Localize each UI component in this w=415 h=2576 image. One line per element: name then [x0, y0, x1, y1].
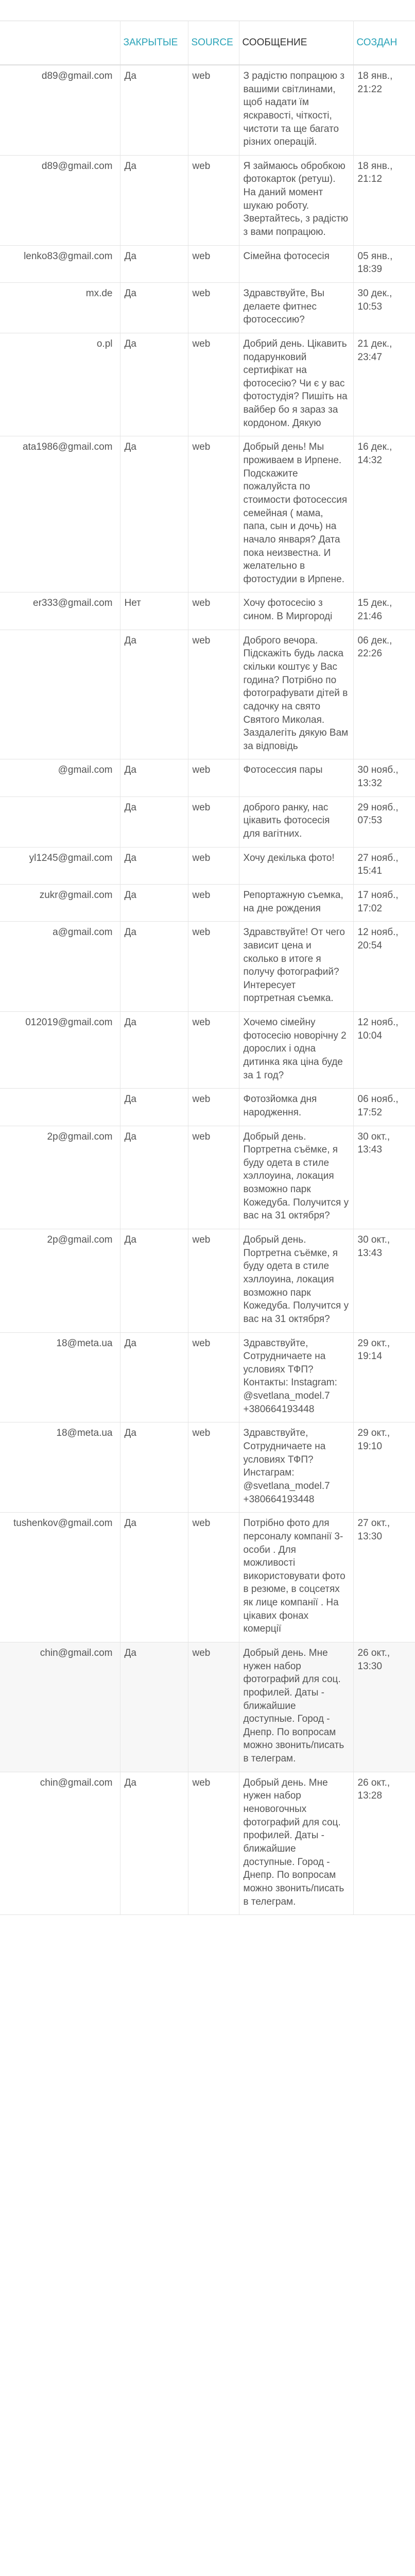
cell-message — [239, 65, 353, 155]
cell-source-text: web — [192, 852, 211, 863]
cell-email-text: zukr@gmail.com — [39, 889, 113, 901]
cell-message-text: Потрібно фото для персоналу компанії 3- особи . Для можливості використовувати фото в резюме, в соцсетях як лице компанії . На цікавих фонах комерції — [243, 1518, 345, 1635]
cell-source — [188, 592, 239, 630]
cell-source-text: web — [192, 598, 211, 609]
cell-email — [0, 1089, 120, 1126]
cell-email-text: 18@meta.ua — [56, 1428, 113, 1439]
cell-created-text: 29 нояб., 07:53 — [357, 802, 399, 826]
table-row[interactable] — [0, 1513, 415, 1642]
cell-email-text: o.pl — [96, 338, 113, 349]
cell-source-text: web — [192, 889, 211, 901]
cell-source-text: web — [192, 765, 211, 776]
cell-closed — [120, 1126, 188, 1229]
table-row[interactable] — [0, 630, 415, 759]
cell-closed — [120, 1513, 188, 1642]
cell-source-text: web — [192, 635, 211, 646]
cell-closed-text: Да — [124, 1647, 136, 1658]
cell-closed — [120, 155, 188, 245]
cell-source — [188, 155, 239, 245]
cell-created-text: 12 нояб., 10:04 — [357, 1017, 399, 1041]
cell-created — [353, 1772, 415, 1914]
cell-email — [0, 1772, 120, 1914]
cell-message — [239, 1126, 353, 1229]
table-row[interactable] — [0, 1229, 415, 1332]
cell-email — [0, 630, 120, 759]
cell-message — [239, 884, 353, 921]
cell-message — [239, 155, 353, 245]
cell-source — [188, 1422, 239, 1513]
cell-email-text: a@gmail.com — [53, 927, 113, 938]
cell-closed — [120, 847, 188, 884]
cell-closed — [120, 333, 188, 436]
cell-created — [353, 282, 415, 333]
cell-created — [353, 65, 415, 155]
column-header-closed[interactable]: ЗАКРЫТЫЕ — [120, 21, 188, 65]
cell-source — [188, 1089, 239, 1126]
cell-email-text: d89@gmail.com — [41, 71, 113, 81]
cell-message-text: доброго ранку, нас цікавить фотосесія для вагітних. — [243, 802, 330, 840]
table-header-row — [0, 21, 415, 65]
cell-created — [353, 1513, 415, 1642]
table-row[interactable] — [0, 592, 415, 630]
cell-email — [0, 1126, 120, 1229]
cell-message — [239, 1772, 353, 1914]
cell-created-text: 18 янв., 21:12 — [357, 160, 393, 185]
table-row[interactable] — [0, 65, 415, 155]
cell-closed — [120, 65, 188, 155]
cell-closed-text: Да — [124, 160, 136, 172]
leads-table — [0, 21, 415, 1915]
cell-source-text: web — [192, 1518, 211, 1529]
cell-created-text: 06 нояб., 17:52 — [357, 1094, 399, 1118]
cell-message-text: Здравствуйте, Вы делаете фитнес фотосессию? — [243, 287, 325, 326]
cell-email — [0, 847, 120, 884]
cell-closed-text: Да — [124, 1131, 136, 1142]
cell-created — [353, 884, 415, 921]
cell-closed — [120, 282, 188, 333]
cell-closed — [120, 1642, 188, 1772]
cell-closed — [120, 436, 188, 592]
cell-source-text: web — [192, 927, 211, 938]
table-row[interactable] — [0, 282, 415, 333]
cell-email — [0, 65, 120, 155]
cell-message-text: Фотозйомка дня народження. — [243, 1094, 317, 1118]
cell-source-text: web — [192, 160, 211, 172]
cell-message-text: Здравствуйте! От чего зависит цена и сколько в итоге я получу фотографий? Интересует портретная съемка. — [243, 927, 345, 1004]
cell-message — [239, 796, 353, 847]
table-row[interactable] — [0, 155, 415, 245]
cell-source-text: web — [192, 1017, 211, 1028]
cell-closed — [120, 922, 188, 1012]
cell-closed-text: Да — [124, 1094, 136, 1105]
cell-closed-text: Нет — [124, 598, 141, 609]
cell-closed-text: Да — [124, 635, 136, 646]
cell-source — [188, 333, 239, 436]
cell-message — [239, 282, 353, 333]
cell-email-text: 012019@gmail.com — [25, 1017, 113, 1028]
table-row[interactable] — [0, 796, 415, 847]
cell-created-text: 05 янв., 18:39 — [357, 250, 393, 275]
cell-created — [353, 796, 415, 847]
cell-email — [0, 592, 120, 630]
cell-closed — [120, 1229, 188, 1332]
cell-created-text: 29 окт., 19:14 — [357, 1337, 390, 1362]
cell-message — [239, 1012, 353, 1089]
cell-closed-text: Да — [124, 1777, 136, 1788]
cell-created-text: 21 дек., 23:47 — [357, 338, 392, 363]
cell-source-text: web — [192, 1777, 211, 1788]
cell-message — [239, 759, 353, 796]
cell-source-text: web — [192, 802, 211, 813]
cell-created — [353, 436, 415, 592]
table-row[interactable] — [0, 1332, 415, 1422]
cell-email — [0, 1229, 120, 1332]
cell-closed — [120, 1772, 188, 1914]
cell-source — [188, 1772, 239, 1914]
cell-message-text: Здравствуйте, Сотрудничаете на условиях ТФП? Контакты: Instagram: @svetlana_model.7 +380664193448 — [243, 1337, 337, 1415]
cell-closed — [120, 884, 188, 921]
cell-message-text: Доброго вечора. Підскажіть будь ласка скільки коштує у Вас година? Потрібно по фотографувати дітей в садочку на свято Святого Миколая. Заздалегіть дякую Вам за відповідь — [243, 635, 349, 752]
cell-closed-text: Да — [124, 765, 136, 776]
cell-email — [0, 1012, 120, 1089]
cell-created-text: 16 дек., 14:32 — [357, 442, 392, 466]
cell-source-text: web — [192, 442, 211, 453]
table-row[interactable] — [0, 1012, 415, 1089]
column-header-email[interactable] — [0, 21, 120, 65]
table-row[interactable] — [0, 759, 415, 796]
cell-email — [0, 333, 120, 436]
cell-email-text: @gmail.com — [58, 765, 113, 776]
cell-created — [353, 1642, 415, 1772]
cell-email — [0, 155, 120, 245]
cell-email-text: d89@gmail.com — [41, 160, 113, 172]
table-row[interactable] — [0, 245, 415, 282]
cell-created-text: 27 окт., 13:30 — [357, 1518, 390, 1542]
cell-message — [239, 922, 353, 1012]
cell-source-text: web — [192, 250, 211, 262]
cell-closed — [120, 592, 188, 630]
cell-email — [0, 796, 120, 847]
cell-closed-text: Да — [124, 442, 136, 453]
table-row[interactable] — [0, 847, 415, 884]
column-header-source[interactable]: SOURCE — [188, 21, 239, 65]
cell-source-text: web — [192, 287, 211, 299]
cell-message-text: Хочемо сімейну фотосесію новорічну 2 дорослих і одна дитинка яка ціна буде за 1 год? — [243, 1017, 347, 1081]
cell-closed-text: Да — [124, 287, 136, 299]
cell-email — [0, 1332, 120, 1422]
cell-source-text: web — [192, 1337, 211, 1349]
cell-created — [353, 592, 415, 630]
cell-created-text: 30 дек., 10:53 — [357, 287, 392, 312]
cell-email — [0, 922, 120, 1012]
cell-message-text: Сімейна фотосесія — [243, 250, 330, 262]
cell-message — [239, 1089, 353, 1126]
cell-created — [353, 630, 415, 759]
cell-source — [188, 1229, 239, 1332]
cell-source-text: web — [192, 1234, 211, 1246]
cell-source-text: web — [192, 1131, 211, 1142]
cell-message-text: Добрый день. Мне нужен набор фотографий для соц. профилей. Даты - ближайшие доступные. Город - Днепр. По вопросам можно звонить/писать в телеграм. — [243, 1647, 344, 1765]
cell-source-text: web — [192, 1094, 211, 1105]
cell-email — [0, 436, 120, 592]
cell-created — [353, 155, 415, 245]
cell-created — [353, 1229, 415, 1332]
column-header-created[interactable]: СОЗДАН — [353, 21, 415, 65]
cell-closed-text: Да — [124, 802, 136, 813]
cell-message — [239, 333, 353, 436]
cell-email — [0, 282, 120, 333]
cell-source — [188, 884, 239, 921]
cell-message-text: Добрый день! Мы проживаем в Ирпене. Подскажите пожалуйста по стоимости фотосессия семейная ( мама, папа, сын и дочь) на начало января? Дата пока неизвестна. И желательно в фотостудии в Ирпене. — [243, 442, 348, 585]
table-row[interactable] — [0, 1422, 415, 1513]
cell-closed — [120, 796, 188, 847]
cell-email — [0, 1642, 120, 1772]
cell-email — [0, 245, 120, 282]
cell-message-text: Добрый день. Портретна съёмке, я буду одета в стиле хэллоуина, локация возможно парк Кожедуба. Получится у вас на 31 октября? — [243, 1131, 349, 1222]
cell-email-text: tushenkov@gmail.com — [13, 1518, 113, 1529]
cell-message-text: Здравствуйте, Сотрудничаете на условиях ТФП? Инстаграм: @svetlana_model.7 +380664193448 — [243, 1428, 330, 1505]
cell-email-text: 2p@gmail.com — [47, 1234, 113, 1246]
table-row[interactable] — [0, 884, 415, 921]
cell-closed — [120, 630, 188, 759]
cell-message — [239, 1513, 353, 1642]
cell-closed-text: Да — [124, 1234, 136, 1246]
cell-email — [0, 1513, 120, 1642]
cell-email — [0, 759, 120, 796]
cell-created-text: 17 нояб., 17:02 — [357, 889, 399, 914]
cell-source — [188, 1126, 239, 1229]
cell-email-text: ata1986@gmail.com — [22, 442, 113, 453]
column-header-message: СООБЩЕНИЕ — [239, 21, 353, 65]
cell-email — [0, 1422, 120, 1513]
table-row[interactable] — [0, 436, 415, 592]
cell-email-text: er333@gmail.com — [33, 598, 113, 609]
cell-closed-text: Да — [124, 852, 136, 863]
cell-closed-text: Да — [124, 1518, 136, 1529]
cell-email-text: mx.de — [85, 287, 113, 299]
table-body — [0, 65, 415, 1915]
cell-message-text: Фотосессия пары — [243, 765, 323, 776]
cell-source — [188, 1332, 239, 1422]
cell-closed — [120, 245, 188, 282]
cell-message — [239, 1332, 353, 1422]
cell-message-text: Хочу фотосесію з сином. В Миргороді — [243, 598, 333, 622]
cell-created — [353, 1012, 415, 1089]
cell-source — [188, 65, 239, 155]
table-row[interactable] — [0, 1126, 415, 1229]
cell-source — [188, 630, 239, 759]
cell-email — [0, 884, 120, 921]
table-row[interactable] — [0, 333, 415, 436]
cell-email-text: 2p@gmail.com — [47, 1131, 113, 1142]
cell-created-text: 27 нояб., 15:41 — [357, 852, 399, 877]
cell-message — [239, 592, 353, 630]
cell-message-text: Добрый день. Мне нужен набор неновогочных фотографий для соц. профилей. Даты - ближайшие доступные. Город - Днепр. По вопросам можно звонить/писать в телеграм. — [243, 1777, 344, 1907]
cell-email-text: yl1245@gmail.com — [29, 852, 113, 863]
cell-source — [188, 436, 239, 592]
cell-source — [188, 1513, 239, 1642]
cell-created — [353, 333, 415, 436]
cell-created-text: 18 янв., 21:22 — [357, 71, 393, 95]
cell-source-text: web — [192, 1428, 211, 1439]
cell-closed-text: Да — [124, 1017, 136, 1028]
cell-closed-text: Да — [124, 1428, 136, 1439]
table-row[interactable] — [0, 1089, 415, 1126]
cell-closed-text: Да — [124, 927, 136, 938]
cell-message-text: Добрый день. Портретна съёмке, я буду одета в стиле хэллоуина, локация возможно парк Кожедуба. Получится у вас на 31 октября? — [243, 1234, 349, 1325]
cell-created-text: 15 дек., 21:46 — [357, 598, 392, 622]
cell-message-text: Репортажную съемка, на дне рождения — [243, 889, 343, 914]
cell-created-text: 30 окт., 13:43 — [357, 1131, 390, 1156]
cell-source — [188, 1642, 239, 1772]
table-row[interactable] — [0, 1642, 415, 1772]
cell-message — [239, 1229, 353, 1332]
cell-created — [353, 1422, 415, 1513]
cell-message — [239, 436, 353, 592]
cell-created — [353, 1089, 415, 1126]
cell-message — [239, 847, 353, 884]
cell-message — [239, 630, 353, 759]
cell-email-text: 18@meta.ua — [56, 1337, 113, 1349]
cell-source-text: web — [192, 1647, 211, 1658]
table-row[interactable] — [0, 1772, 415, 1914]
cell-closed-text: Да — [124, 71, 136, 81]
cell-source — [188, 759, 239, 796]
cell-created — [353, 245, 415, 282]
cell-created-text: 30 нояб., 13:32 — [357, 765, 399, 789]
cell-message-text: Я займаюсь обробкою фотокарток (ретуш). На даний момент шукаю роботу. Звертайтесь, з радістю з вами попрацюю. — [243, 160, 349, 238]
cell-created-text: 29 окт., 19:10 — [357, 1428, 390, 1452]
cell-closed-text: Да — [124, 889, 136, 901]
cell-message — [239, 1642, 353, 1772]
cell-source — [188, 922, 239, 1012]
cell-message-text: З радістю попрацюю з вашими світлинами, щоб надати їм яскравості, чіткості, чистоти та ще багато різних операцій. — [243, 71, 345, 148]
cell-closed-text: Да — [124, 338, 136, 349]
cell-source-text: web — [192, 338, 211, 349]
cell-email-text: chin@gmail.com — [40, 1647, 113, 1658]
cell-email-text: chin@gmail.com — [40, 1777, 113, 1788]
cell-created-text: 30 окт., 13:43 — [357, 1234, 390, 1259]
top-spacer — [0, 0, 415, 21]
cell-source — [188, 1012, 239, 1089]
cell-message-text: Добрий день. Цікавить подарунковий сертифікат на фотосесію? Чи є у вас фотостудія? Пишіть на вайбер бо я зараз за кордоном. Дякую — [243, 338, 348, 429]
cell-email-text: lenko83@gmail.com — [24, 250, 113, 262]
cell-closed — [120, 1012, 188, 1089]
cell-created — [353, 847, 415, 884]
cell-closed — [120, 759, 188, 796]
cell-created-text: 06 дек., 22:26 — [357, 635, 392, 659]
cell-closed — [120, 1332, 188, 1422]
cell-message-text: Хочу декілька фото! — [243, 852, 335, 863]
cell-closed-text: Да — [124, 250, 136, 262]
cell-created — [353, 922, 415, 1012]
cell-created-text: 26 окт., 13:28 — [357, 1777, 390, 1802]
table-row[interactable] — [0, 922, 415, 1012]
cell-message — [239, 245, 353, 282]
cell-created — [353, 1332, 415, 1422]
cell-created-text: 12 нояб., 20:54 — [357, 927, 399, 951]
cell-closed — [120, 1422, 188, 1513]
cell-message — [239, 1422, 353, 1513]
cell-created-text: 26 окт., 13:30 — [357, 1647, 390, 1672]
cell-source — [188, 245, 239, 282]
cell-source — [188, 796, 239, 847]
cell-closed — [120, 1089, 188, 1126]
cell-source — [188, 847, 239, 884]
cell-source — [188, 282, 239, 333]
cell-created — [353, 759, 415, 796]
cell-source-text: web — [192, 71, 211, 81]
cell-created — [353, 1126, 415, 1229]
cell-closed-text: Да — [124, 1337, 136, 1349]
